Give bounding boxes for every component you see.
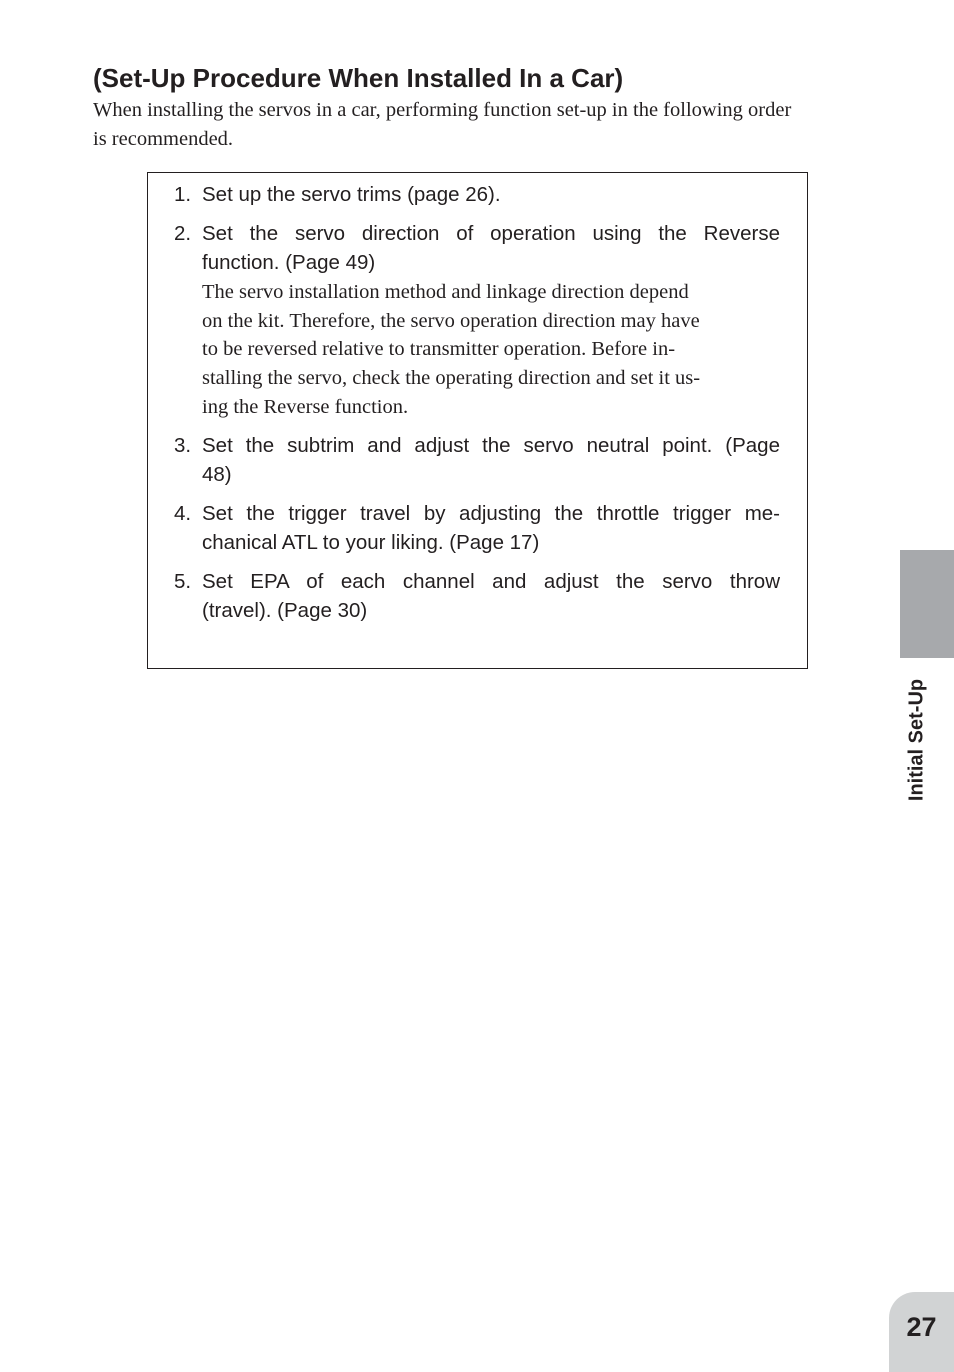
step-number: 2. (174, 222, 192, 245)
intro-paragraph (93, 96, 868, 154)
section-heading: (Set-Up Procedure When Installed In a Car) (93, 63, 624, 93)
note-line: on the kit. Therefore, the servo operation direction may have (202, 309, 700, 332)
step-text: Set the servo direction of operation using the Reverse (202, 222, 780, 245)
step-text: Set up the servo trims (page 26). (202, 183, 501, 206)
step-text: chanical ATL to your liking. (Page 17) (202, 531, 540, 554)
step-text: Set the subtrim and adjust the servo neutral point. (Page (202, 434, 780, 457)
procedure-box (147, 172, 808, 669)
step-text: Set the trigger travel by adjusting the throttle trigger me- (202, 502, 780, 525)
chapter-tab-label: Initial Set-Up (905, 678, 928, 802)
note-line: The servo installation method and linkage direction depend (202, 281, 689, 303)
procedure-step-5 (174, 567, 780, 625)
step-number: 3. (174, 434, 192, 457)
step-number: 1. (174, 183, 192, 206)
step-text: function. (Page 49) (202, 251, 376, 274)
step-note (202, 278, 754, 422)
procedure-step-1 (174, 180, 780, 209)
step-number: 4. (174, 502, 192, 525)
step-text: Set EPA of each channel and adjust the servo throw (202, 570, 780, 593)
intro-line: When installing the servos in a car, performing function set-up in the following order (93, 99, 792, 121)
procedure-step-2 (174, 219, 780, 422)
chapter-tab-marker (900, 550, 954, 658)
note-line: ing the Reverse function. (202, 395, 409, 418)
note-line: to be reversed relative to transmitter operation. Before in- (202, 338, 676, 361)
note-line: stalling the servo, check the operating direction and set it us- (202, 367, 701, 390)
page-number: 27 (906, 1312, 937, 1342)
step-text: 48) (202, 463, 232, 486)
procedure-step-3 (174, 431, 780, 489)
intro-line: is recommended. (93, 128, 234, 150)
procedure-step-4 (174, 499, 780, 557)
step-text: (travel). (Page 30) (202, 599, 368, 622)
step-number: 5. (174, 570, 192, 593)
